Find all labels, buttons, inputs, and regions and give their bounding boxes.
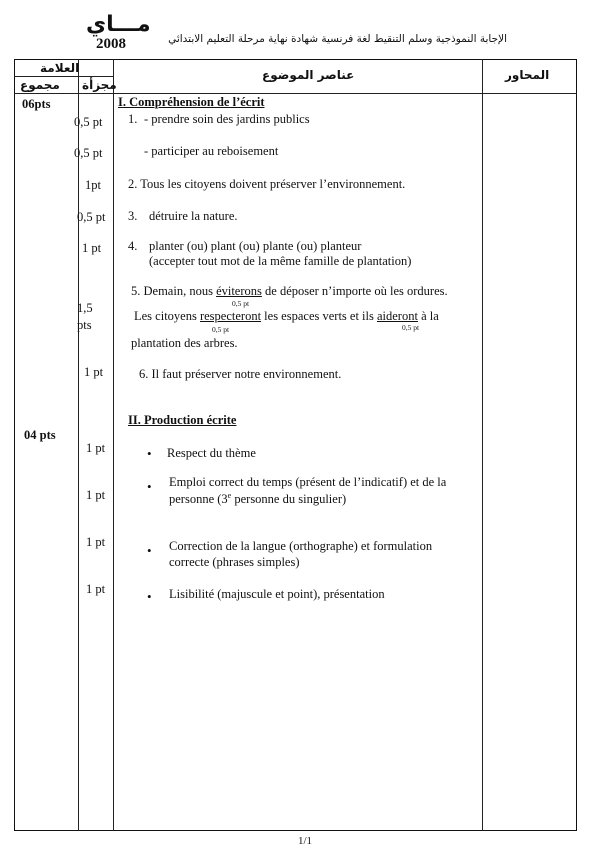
q5-line1 — [131, 284, 448, 299]
column-divider-total — [78, 59, 79, 831]
criterion-tense-sup: e — [227, 491, 232, 500]
bullet-3: • — [147, 543, 152, 558]
criterion-tense-line2 — [169, 491, 346, 507]
q5-line2 — [134, 309, 439, 324]
q5-line2-c: à la — [421, 309, 439, 323]
q5-word-respecteront: respecteront — [199, 309, 262, 323]
points-b1: 1 pt — [86, 441, 106, 455]
q5-line2-a: Les citoyens — [134, 309, 197, 323]
header-axes: المحاور — [505, 68, 550, 82]
q4-answer-line2: (accepter tout mot de la même famille de plantation) — [149, 254, 412, 268]
points-q5-value: 1,5 — [77, 301, 93, 315]
header-partial: مجزأة — [82, 78, 117, 92]
q1a-number: 1. — [128, 112, 138, 126]
points-q2: 1pt — [85, 178, 101, 192]
points-b2: 1 pt — [86, 488, 106, 502]
page-number: 1/1 — [298, 835, 313, 847]
q5-sub-points-3: 0,5 pt — [402, 323, 420, 332]
part1-title: I. Compréhension de l’écrit — [118, 95, 265, 109]
q5-sub-points-2: 0,5 pt — [212, 325, 230, 334]
total-part1: 06pts — [22, 97, 51, 111]
bullet-1: • — [147, 446, 152, 461]
header-title-line: الإجابة النموذجية وسلم التنقيط لغة فرنسية شهادة نهاية مرحلة التعليم الابتدائي — [168, 33, 507, 45]
points-q1a: 0,5 pt — [74, 115, 103, 129]
points-b4: 1 pt — [86, 582, 106, 596]
criterion-legibility: Lisibilité (majuscule et point), présentation — [169, 587, 385, 601]
header-year: 2008 — [96, 36, 126, 52]
q5-word-eviterons: éviterons — [216, 284, 262, 298]
criterion-tense-b: personne du singulier) — [231, 492, 347, 507]
part2-title-text: II. Production écrite — [128, 413, 237, 427]
points-q4: 1 pt — [82, 241, 102, 255]
points-q6: 1 pt — [84, 365, 104, 379]
total-part2: 04 pts — [24, 428, 56, 442]
part2-title — [128, 413, 236, 428]
q5-sub-points-1: 0,5 pt — [232, 299, 250, 308]
header-grade: العلامة — [40, 61, 80, 75]
bullet-4: • — [147, 589, 152, 604]
criterion-language-line2: correcte (phrases simples) — [169, 555, 300, 569]
points-q1b: 0,5 pt — [74, 146, 103, 160]
column-divider-elements — [482, 59, 483, 831]
grade-header-rule — [14, 76, 113, 77]
criterion-language-line1: Correction de la langue (orthographe) et formulation — [169, 539, 433, 553]
q3-number: 3. — [128, 209, 138, 223]
q1b-answer: - participer au reboisement — [144, 144, 279, 158]
criterion-tense-a: personne (3 — [169, 492, 228, 507]
points-b3: 1 pt — [86, 535, 106, 549]
points-q3: 0,5 pt — [77, 210, 106, 224]
q3-answer: détruire la nature. — [149, 209, 238, 223]
q5-word-aideront: aideront — [376, 309, 418, 323]
q4-number: 4. — [128, 239, 138, 253]
header-bottom-rule — [14, 93, 577, 94]
q6-answer: 6. Il faut préserver notre environnement. — [139, 367, 342, 381]
points-q5-unit: pts — [77, 318, 92, 332]
bullet-2: • — [147, 479, 152, 494]
q4-answer-line1: planter (ou) plant (ou) plante (ou) planteur — [149, 239, 362, 253]
criterion-theme: Respect du thème — [167, 446, 256, 460]
q5-prefix: 5. Demain, nous — [131, 284, 213, 298]
q2-answer: 2. Tous les citoyens doivent préserver l’environnement. — [128, 177, 406, 191]
q5-line1-rest: de déposer n’importe où les ordures. — [265, 284, 448, 298]
header-elements: عناصر الموضوع — [262, 68, 355, 82]
header-total: مجموع — [20, 78, 60, 92]
q5-line2-b: les espaces verts et ils — [264, 309, 374, 323]
q5-line3: plantation des arbres. — [131, 336, 238, 350]
header-month: مـــاي — [86, 12, 151, 37]
criterion-tense-line1: Emploi correct du temps (présent de l’indicatif) et de la — [169, 475, 447, 489]
q1a-answer: - prendre soin des jardins publics — [144, 112, 310, 126]
column-divider-partial — [113, 59, 114, 831]
